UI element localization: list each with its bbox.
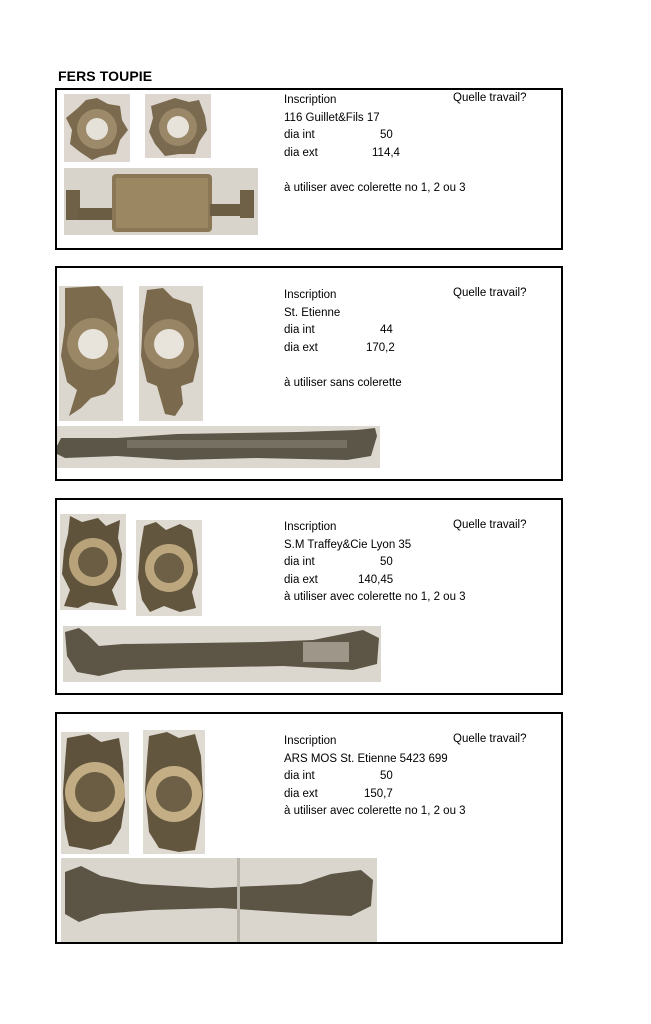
cutter-card-1 bbox=[55, 88, 563, 250]
inscription-label: Inscription bbox=[284, 94, 337, 106]
question-label: Quelle travail? bbox=[453, 519, 527, 531]
inscription-label: Inscription bbox=[284, 289, 337, 301]
inscription-label: Inscription bbox=[284, 521, 337, 533]
inscription-label: Inscription bbox=[284, 735, 337, 747]
question-label: Quelle travail? bbox=[453, 287, 527, 299]
cutter-card-3 bbox=[55, 498, 563, 695]
cutter-photo-back bbox=[145, 94, 211, 158]
dia-int-value: 44 bbox=[380, 324, 393, 337]
dia-ext-label: dia ext bbox=[284, 146, 318, 159]
inscription-value: ARS MOS St. Etienne 5423 699 bbox=[284, 752, 448, 765]
question-label: Quelle travail? bbox=[453, 92, 527, 104]
dia-int-label: dia int bbox=[284, 129, 315, 142]
question-label: Quelle travail? bbox=[453, 733, 527, 745]
dia-ext-value: 114,4 bbox=[372, 146, 400, 159]
dia-int-value: 50 bbox=[380, 556, 393, 569]
usage-note: à utiliser sans colerette bbox=[284, 376, 402, 389]
cutter-card-2 bbox=[55, 266, 563, 481]
dia-int-label: dia int bbox=[284, 324, 315, 337]
cutter-photo-profile bbox=[57, 426, 380, 468]
dia-ext-value: 170,2 bbox=[366, 341, 395, 354]
inscription-value: 116 Guillet&Fils 17 bbox=[284, 111, 380, 124]
usage-note: à utiliser avec colerette no 1, 2 ou 3 bbox=[284, 591, 466, 604]
page-title: FERS TOUPIE bbox=[58, 68, 153, 84]
dia-ext-value: 150,7 bbox=[364, 787, 393, 800]
dia-int-value: 50 bbox=[380, 129, 393, 142]
cutter-photo-front bbox=[60, 514, 126, 610]
cutter-photo-back bbox=[136, 520, 202, 616]
inscription-value: S.M Traffey&Cie Lyon 35 bbox=[284, 538, 412, 551]
cutter-photo-profile bbox=[63, 626, 381, 682]
usage-note: à utiliser avec colerette no 1, 2 ou 3 bbox=[284, 805, 466, 818]
usage-note: à utiliser avec colerette no 1, 2 ou 3 bbox=[284, 181, 466, 194]
cutter-photo-front bbox=[61, 732, 129, 854]
cutter-photo-front bbox=[64, 94, 130, 162]
cutter-photo-back bbox=[139, 286, 203, 421]
cutter-photo-back bbox=[143, 730, 205, 854]
dia-ext-label: dia ext bbox=[284, 573, 318, 586]
cutter-photo-profile bbox=[61, 858, 377, 942]
cutter-card-4 bbox=[55, 712, 563, 944]
inscription-value: St. Etienne bbox=[284, 306, 341, 319]
dia-ext-value: 140,45 bbox=[358, 573, 394, 586]
cutter-photo-profile bbox=[64, 168, 258, 235]
dia-int-value: 50 bbox=[380, 770, 393, 783]
dia-ext-label: dia ext bbox=[284, 341, 318, 354]
dia-int-label: dia int bbox=[284, 556, 315, 569]
cutter-photo-front bbox=[59, 286, 123, 421]
dia-ext-label: dia ext bbox=[284, 787, 318, 800]
dia-int-label: dia int bbox=[284, 770, 315, 783]
